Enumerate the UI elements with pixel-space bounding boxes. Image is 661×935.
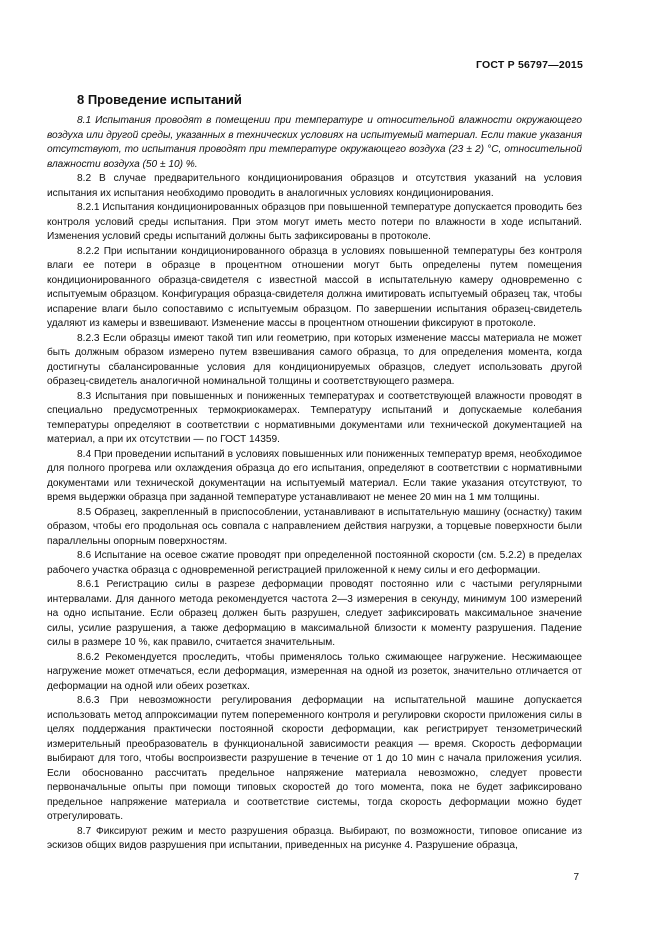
paragraph: 8.2.2 При испытании кондиционированного образца в условиях повышенной температуры без контроля влаги ее потери в образце в процентном отношении могут быть определены путем помещения кондиционированного образца-свидетеля с известной массой в испытательную камеру одновременно с испытуемым образцом. Конфигурация образца-свидетеля должна имитировать испытуемый образец так, чтобы испарение влаги было сопоставимо с испытуемым образцом. По завершении испытания образец-свидетель удаляют из камеры и взвешивают. Изменение массы в процентном отношении фиксируют в протоколе.	[47, 245, 582, 329]
paragraph: 8.6.2 Рекомендуется проследить, чтобы применялось только сжимающее нагружение. Несжимающее нагружение может отмечаться, если деформация, измеренная на одной из розеток, значительно отличается от деформации на одной или обеих розетках.	[47, 651, 582, 692]
paragraph: 8.6.3 При невозможности регулирования деформации на испытательной машине допускается использовать метод аппроксимации путем попеременного контроля и регулировки скорости приложения силы в целях поддержания практически постоянной скорости деформации, как регистрирует тензометрический измерительный преобразователь в функциональной зависимости реакция — время. Скорость деформации выбирают для того, чтобы воспроизвести разрушение в течение от 1 до 10 мин с начала приложения усилия. Если обоснованно рассчитать предельное напряжение материала невозможно, следует провести первоначальные опыты при помощи типовых скоростей до того момента, пока не будет зафиксировано предельное напряжение материала и соответствие системы, тогда скорость деформации можно будет отрегулировать.	[47, 695, 582, 822]
document-body	[47, 114, 582, 854]
paragraph: 8.1 Испытания проводят в помещении при температуре и относительной влажности окружающего воздуха или другой среды, указанных в технических условиях на испытуемый материал. Если такие указания отсутствуют, то испытания проводят при температуре окружающего воздуха (23 ± 2) °С, относительной влажности воздуха (50 ± 10) %.	[47, 115, 582, 170]
paragraph: 8.3 Испытания при повышенных и пониженных температурах и соответствующей влажности проводят в специально предусмотренных термокриокамерах. Температуру испытаний и допускаемые колебания температуры определяют в соответствии с нормативными документами или технической документацией на материал, а при их отсутствии — по ГОСТ 14359.	[47, 390, 582, 445]
section-title: 8 Проведение испытаний	[77, 92, 242, 107]
paragraph: 8.7 Фиксируют режим и место разрушения образца. Выбирают, по возможности, типовое описание из эскизов общих видов разрушения при испытании, приведенных на рисунке 4. Разрушение образца,	[47, 825, 582, 851]
paragraph: 8.4 При проведении испытаний в условиях повышенных или пониженных температур время, необходимое для полного прогрева или охлаждения образца до его испытания, определяют в соответствии с нормативными документами или технической документации на испытуемый материал. Если такие указания отсутствуют, то время выдержки образца при заданной температуре устанавливают не менее 20 мин на 1 мм толщины.	[47, 448, 582, 503]
paragraph: 8.2 В случае предварительного кондиционирования образцов и отсутствия указаний на условия испытания их испытания необходимо проводить в аналогичных условиях кондиционирования.	[47, 173, 582, 199]
standard-header: ГОСТ Р 56797—2015	[475, 59, 583, 71]
paragraph: 8.2.1 Испытания кондиционированных образцов при повышенной температуре допускается проводить без контроля условий среды испытания. При этом могут иметь место потери по влажности в ходе испытаний. Изменения условий среды испытаний должны быть зафиксированы в протоколе.	[47, 202, 582, 242]
page-number: 7	[573, 872, 579, 883]
paragraph: 8.6.1 Регистрацию силы в разрезе деформации проводят постоянно или с частыми регулярными интервалами. Для данного метода рекомендуется частота 2—3 измерения в секунду, минимум 100 измерений на одно испытание. Если образец должен быть разрушен, следует зафиксировать максимальное значение силы, усилие разрушения, а также деформацию в максимальной близости к моменту разрушения. Падение силы в размере 10 %, как правило, считается значительным.	[47, 579, 582, 648]
paragraph: 8.5 Образец, закрепленный в приспособлении, устанавливают в испытательную машину (оснастку) таким образом, чтобы его продольная ось совпала с направлением действия нагрузки, а торцевые поверхности были параллельны опорным поверхностям.	[47, 506, 582, 547]
paragraph: 8.2.3 Если образцы имеют такой тип или геометрию, при которых изменение массы материала не может быть должным образом измерено путем взвешивания самого образца, то для определения момента, когда достигнуты сбалансированные условия для кондиционируемых образцов, следует использовать другой образец-свидетель аналогичной номинальной толщины и соответствующего размера.	[47, 332, 582, 387]
paragraph: 8.6 Испытание на осевое сжатие проводят при определенной постоянной скорости (см. 5.2.2) в пределах рабочего участка образца с одновременной регистрацией приложенной к нему силы и его деформации.	[47, 550, 582, 576]
